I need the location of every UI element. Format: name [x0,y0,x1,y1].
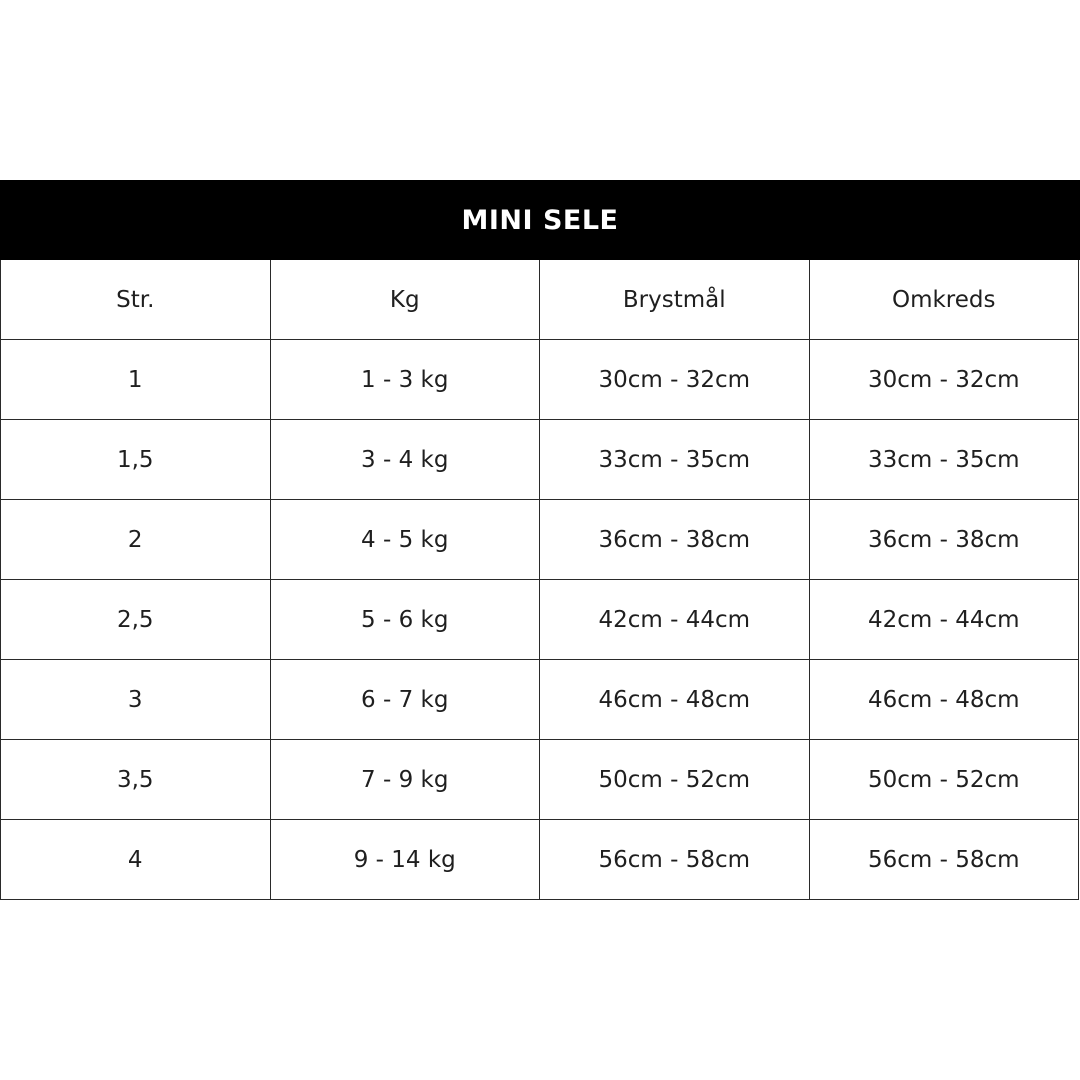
table-row [1,660,1079,740]
cell-size: 2 [1,500,271,580]
header-cell-chest: Brystmål [540,260,810,340]
cell-weight: 3 - 4 kg [270,420,540,500]
table-row [1,420,1079,500]
cell-chest: 56cm - 58cm [540,820,810,900]
cell-size: 2,5 [1,580,271,660]
header-cell-weight: Kg [270,260,540,340]
cell-size: 3,5 [1,740,271,820]
header-cell-size: Str. [1,260,271,340]
cell-size: 4 [1,820,271,900]
cell-weight: 1 - 3 kg [270,340,540,420]
cell-circumference: 46cm - 48cm [809,660,1079,740]
table-row [1,740,1079,820]
table-row [1,500,1079,580]
cell-chest: 30cm - 32cm [540,340,810,420]
table-row [1,340,1079,420]
cell-circumference: 50cm - 52cm [809,740,1079,820]
header-row [1,260,1079,340]
cell-circumference: 56cm - 58cm [809,820,1079,900]
table-row [1,820,1079,900]
cell-chest: 46cm - 48cm [540,660,810,740]
cell-size: 3 [1,660,271,740]
cell-chest: 33cm - 35cm [540,420,810,500]
size-chart [0,180,1080,900]
header-cell-circumference: Omkreds [809,260,1079,340]
chart-title: MINI SELE [0,180,1080,260]
cell-size: 1 [1,340,271,420]
cell-circumference: 33cm - 35cm [809,420,1079,500]
cell-chest: 36cm - 38cm [540,500,810,580]
cell-circumference: 30cm - 32cm [809,340,1079,420]
cell-weight: 5 - 6 kg [270,580,540,660]
cell-weight: 6 - 7 kg [270,660,540,740]
cell-chest: 50cm - 52cm [540,740,810,820]
size-table [0,260,1079,900]
table-row [1,580,1079,660]
cell-weight: 9 - 14 kg [270,820,540,900]
cell-circumference: 42cm - 44cm [809,580,1079,660]
cell-chest: 42cm - 44cm [540,580,810,660]
cell-weight: 4 - 5 kg [270,500,540,580]
cell-size: 1,5 [1,420,271,500]
cell-circumference: 36cm - 38cm [809,500,1079,580]
cell-weight: 7 - 9 kg [270,740,540,820]
